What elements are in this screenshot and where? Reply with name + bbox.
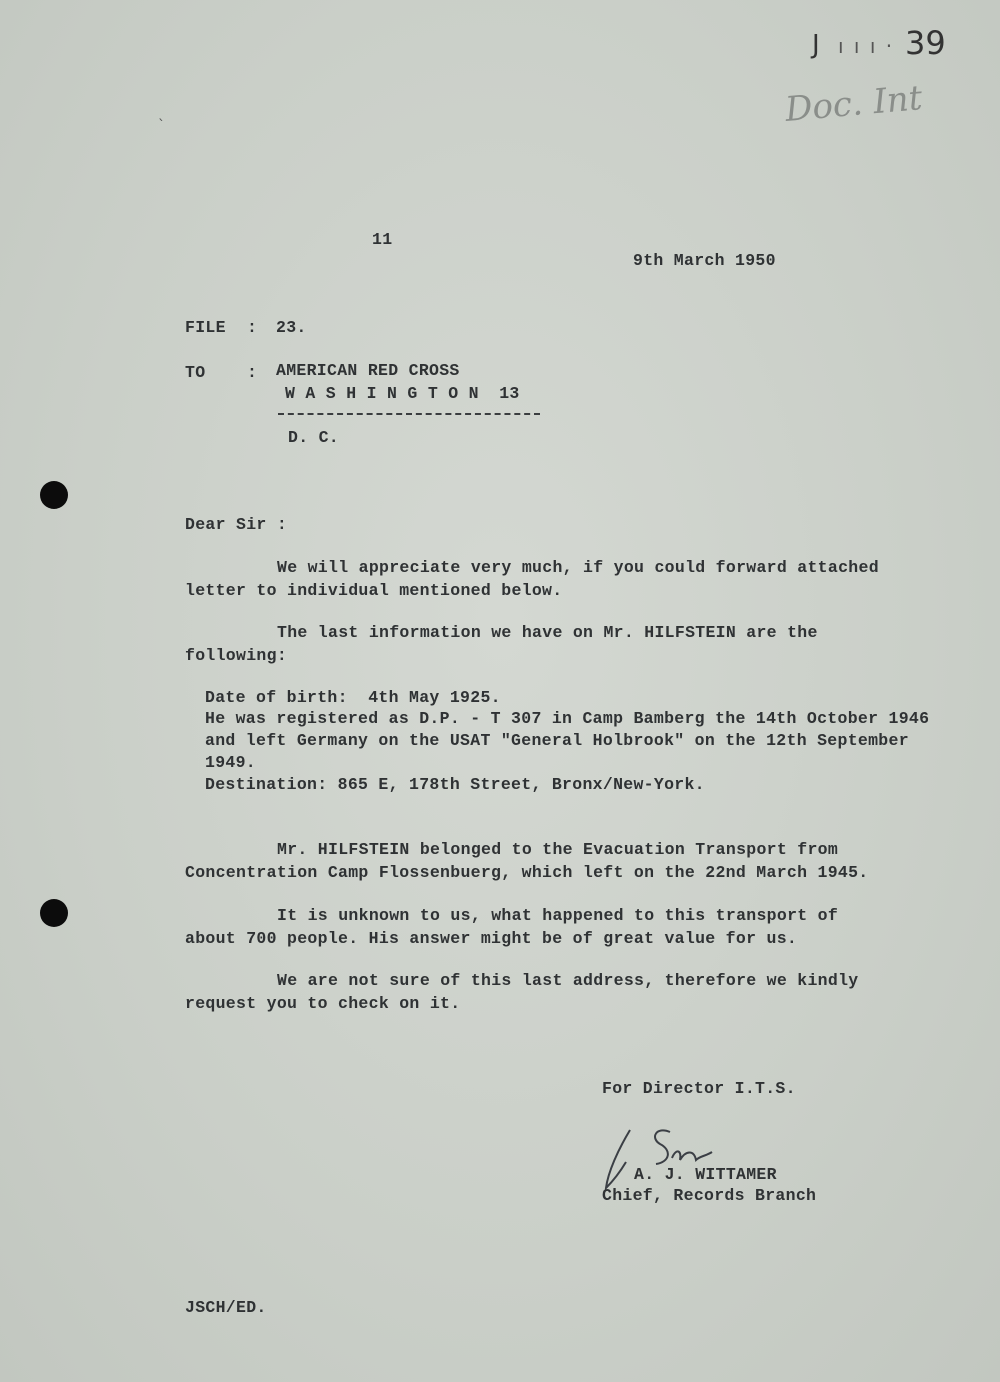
to-colon: :: [247, 363, 258, 382]
handwritten-note: Doc. Int: [783, 78, 924, 130]
to-label: TO: [185, 363, 206, 382]
paragraph-4: It is unknown to us, what happened to this transport of about 700 people. His answer might be of great value for us.: [185, 906, 839, 948]
paragraph-2: The last information we have on Mr. HILFSTEIN are the following:: [185, 623, 818, 665]
recipient-city: W A S H I N G T O N 13: [285, 384, 520, 403]
recipient-org: AMERICAN RED CROSS: [276, 361, 460, 380]
file-colon: :: [247, 318, 258, 337]
signatory-name: A. J. WITTAMER: [634, 1165, 777, 1184]
signature-for-line: For Director I.T.S.: [602, 1079, 796, 1098]
paragraph-1: We will appreciate very much, if you could forward attached letter to individual mentioned below.: [185, 558, 879, 600]
detail-line-4: 1949.: [205, 753, 257, 772]
paragraph-3: Mr. HILFSTEIN belonged to the Evacuation Transport from Concentration Camp Flossenbuerg, which left on the 22nd March 1945.: [185, 840, 869, 882]
detail-line-5: Destination: 865 E, 178th Street, Bronx/New-York.: [205, 775, 705, 794]
detail-line-1: Date of birth: 4th May 1925.: [205, 688, 501, 707]
recipient-region: D. C.: [288, 428, 340, 447]
salutation: Dear Sir :: [185, 515, 288, 534]
punch-hole-upper: [40, 481, 68, 509]
serial-number: 11: [372, 230, 393, 249]
letter-date: 9th March 1950: [633, 251, 776, 270]
ref-strokes: ı ı ı ·: [838, 34, 895, 58]
punch-hole-lower: [40, 899, 68, 927]
margin-mark: ˋ: [158, 118, 165, 134]
ref-prefix: J: [812, 30, 822, 60]
signatory-title: Chief, Records Branch: [602, 1186, 817, 1205]
address-underline: [278, 413, 540, 415]
file-value: 23.: [276, 318, 307, 337]
typist-initials: JSCH/ED.: [185, 1298, 267, 1317]
paragraph-5: We are not sure of this last address, therefore we kindly request you to check on it.: [185, 971, 859, 1013]
detail-line-2: He was registered as D.P. - T 307 in Camp Bamberg the 14th October 1946: [205, 709, 930, 728]
file-label: FILE: [185, 318, 226, 337]
folio-number: 39: [905, 24, 946, 62]
detail-line-3: and left Germany on the USAT "General Holbrook" on the 12th September: [205, 731, 909, 750]
